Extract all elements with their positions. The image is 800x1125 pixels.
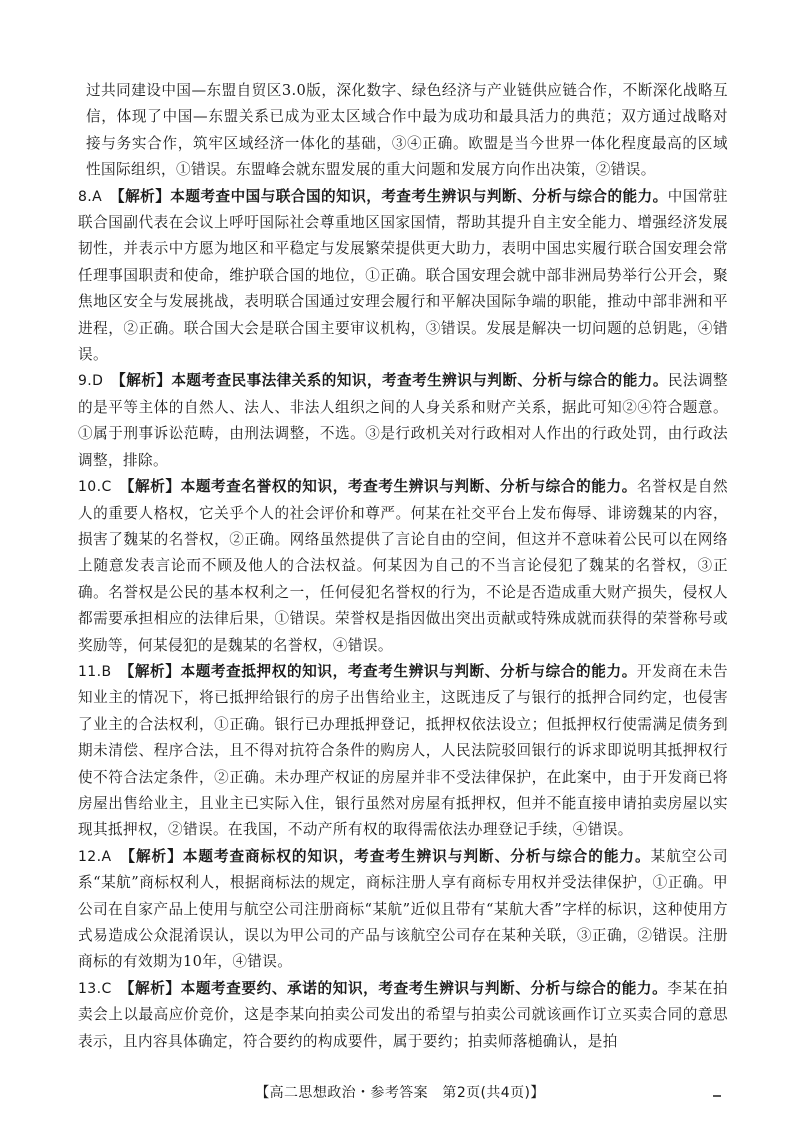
analysis-tag: 【解析】 [127,478,181,496]
corner-mark [713,1095,721,1097]
answer-items [78,184,728,1055]
analysis-body: 民法调整的是平等主体的自然人、法人、非法人组织之间的人身关系和财产关系，据此可知②④符合题意。①属于刑事诉讼范畴，由刑法调整，不选。③是行政机关对行政相对人作出的行政处罚，由行政法调整，排除。 [78,372,728,469]
answer-item [78,844,728,976]
analysis-tag: 【解析】 [127,847,183,865]
analysis-body: 李某在拍卖会上以最高应价竞价，这是李某向拍卖公司发出的希望与拍卖公司就该画作订立买卖合同的意思表示，且内容具体确定，符合要约的构成要件，属于要约；拍卖师落槌确认，是拍 [78,979,728,1050]
answer-item [78,184,728,369]
analysis-lead: 本题考查民事法律关系的知识，考查考生辨识与判断、分析与综合的能力。 [171,372,668,390]
answer-item [78,474,728,659]
answer-number: 8.A [78,188,103,205]
answer-number: 12.A [78,848,112,865]
answer-content [78,78,728,1055]
analysis-tag: 【解析】 [126,662,181,680]
analysis-lead: 本题考查抵押权的知识，考查考生辨识与判断、分析与综合的能力。 [180,662,637,680]
answer-number: 11.B [78,663,112,680]
analysis-tag: 【解析】 [117,187,171,205]
answer-item [78,659,728,844]
analysis-body: 中国常驻联合国副代表在会议上呼吁国际社会尊重地区国家国情，帮助其提升自主安全能力、增强经济发展韧性，并表示中方愿为地区和平稳定与发展繁荣提供更大助力，表明中国忠实履行联合国安理会常任理事国职责和使命，维护联合国的地位，①正确。联合国安理会就中部非洲局势举行公开会，聚焦地区安全与发展挑战，表明联合国通过安理会履行和平解决国际争端的职能，推动中部非洲和平进程，②正确。联合国大会是联合国主要审议机构，③错误。发展是解决一切问题的总钥匙，④错误。 [78,187,728,364]
answer-number: 13.C [78,980,112,997]
page-footer: 【高二思想政治・参考答案 第2页(共4页)】 [255,1085,545,1101]
answer-number: 10.C [78,479,112,496]
answer-item [78,976,728,1055]
answer-number: 9.D [78,373,104,390]
analysis-body: 开发商在未告知业主的情况下，将已抵押给银行的房子出售给业主，这既违反了与银行的抵押合同约定，也侵害了业主的合法权利，①正确。银行已办理抵押登记，抵押权依法设立；但抵押权行使需满足债务到期未清偿、程序合法，且不得对抗符合条件的购房人，人民法院驳回银行的诉求即说明其抵押权行使不符合法定条件，②正确。未办理产权证的房屋并非不受法律保护，在此案中，由于开发商已将房屋出售给业主，且业主已实际入住，银行虽然对房屋有抵押权，但并不能直接申请拍卖房屋以实现其抵押权，②错误。在我国，不动产所有权的取得需依法办理登记手续，④错误。 [78,662,728,839]
analysis-tag: 【解析】 [118,372,172,390]
analysis-body: 某航空公司系“某航”商标权利人，根据商标法的规定，商标注册人享有商标专用权并受法律保护，①正确。甲公司在自家产品上使用与航空公司注册商标“某航”近似且带有“某航大香”字样的标识，这种使用方式易造成公众混淆误认，误以为甲公司的产品与该航空公司存在某种关联，③正确，②错误。注册商标的有效期为10年，④错误。 [78,847,728,971]
analysis-tag: 【解析】 [127,979,181,997]
analysis-lead: 本题考查中国与联合国的知识，考查考生辨识与判断、分析与综合的能力。 [170,187,668,205]
analysis-body: 名誉权是自然人的重要人格权，它关乎个人的社会评价和尊严。何某在社交平台上发布侮辱、诽谤魏某的内容，损害了魏某的名誉权，②正确。网络虽然提供了言论自由的空间，但这并不意味着公民可以在网络上随意发表言论而不顾及他人的合法权益。何某因为自己的不当言论侵犯了魏某的名誉权，③正确。名誉权是公民的基本权利之一，任何侵犯名誉权的行为，不论是否造成重大财产损失，侵权人都需要承担相应的法律后果，①错误。荣誉权是指因做出突出贡献或特殊成就而获得的荣誉称号或奖励等，何某侵犯的是魏某的名誉权，④错误。 [78,478,728,654]
answer-item [78,368,728,474]
continued-paragraph: 过共同建设中国—东盟自贸区3.0版，深化数字、绿色经济与产业链供应链合作，不断深化战略互信，体现了中国—东盟关系已成为亚太区域合作中最为成功和最具活力的典范；双方通过战略对接与务实合作，筑牢区域经济一体化的基础，③④正确。欧盟是当今世界一体化程度最高的区域性国际组织，①错误。东盟峰会就东盟发展的重大问题和发展方向作出决策，②错误。 [86,82,728,179]
analysis-lead: 本题考查名誉权的知识，考查考生辨识与判断、分析与综合的能力。 [180,478,637,496]
analysis-lead: 本题考查商标权的知识，考查考生辨识与判断、分析与综合的能力。 [182,847,651,865]
analysis-lead: 本题考查要约、承诺的知识，考查考生辨识与判断、分析与综合的能力。 [180,979,668,997]
